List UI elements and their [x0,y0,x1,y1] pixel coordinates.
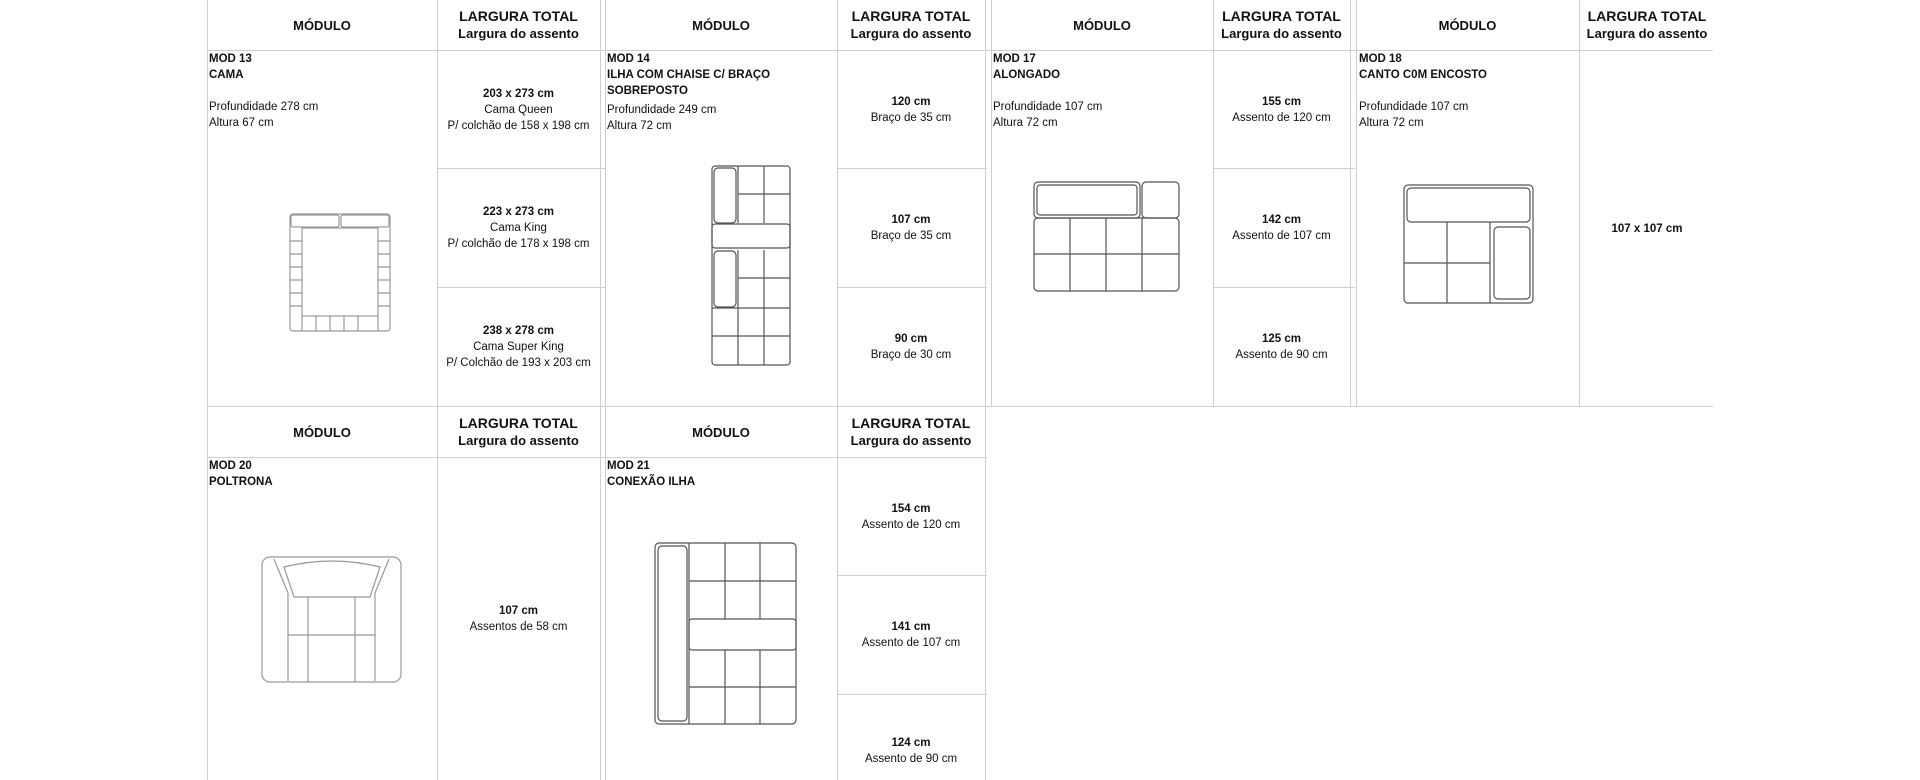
header-modulo: MÓDULO [692,17,750,33]
mod17-height: Altura 72 cm [993,117,1058,129]
mod13-size: 203 x 273 cm [483,87,554,100]
mod14-width: 90 cm [894,333,928,345]
mod21-width: 141 cm [891,621,931,633]
col-divider [207,0,208,780]
mod21-description [607,458,695,490]
col-divider [605,0,606,780]
mod18-description [1359,51,1487,131]
elongated-module-icon [1034,182,1180,292]
mod13-name: CAMA [209,69,244,81]
mod17-name: ALONGADO [993,69,1061,81]
mod13-row-king [437,169,600,287]
mod14-name-line2: SOBREPOSTO [607,85,688,97]
col-divider [985,0,986,780]
header-largura [437,0,600,50]
mod20-size-cell [437,458,600,780]
mod18-code: MOD 18 [1359,53,1402,65]
mod17-seat: Assento de 120 cm [1232,111,1331,124]
mod14-row-3 [837,288,985,406]
bed-module-icon [290,214,390,332]
mod13-mattress: P/ colchão de 158 x 198 cm [447,119,590,132]
header-largura [837,407,985,457]
mod13-bed-type: Cama King [490,222,547,234]
header-largura-assento: Largura do assento [850,26,972,41]
mod21-row-3 [837,695,985,780]
mod21-row-1 [837,458,985,575]
header-largura-total: LARGURA TOTAL [1222,8,1341,24]
mod14-width: 120 cm [891,95,931,108]
mod20-width: 107 cm [498,605,538,617]
mod17-row-3 [1213,288,1350,406]
mod21-seat: Assento de 90 cm [864,753,958,765]
mod14-arm: Braço de 35 cm [870,230,952,242]
mod17-description [993,51,1102,131]
mod20-seats: Assentos de 58 cm [469,621,568,633]
mod13-size: 223 x 273 cm [483,206,554,218]
mod14-row-2 [837,169,985,287]
mod13-code: MOD 13 [209,53,252,65]
header-modulo: MÓDULO [293,424,351,440]
mod13-bed-type: Cama Queen [484,103,553,116]
col-divider [1350,0,1351,406]
mod20-description [209,458,273,490]
mod14-depth: Profundidade 249 cm [607,104,717,116]
mod21-width: 154 cm [891,502,931,515]
header-largura-total: LARGURA TOTAL [459,8,578,24]
mod17-width: 142 cm [1261,214,1301,226]
mod21-width: 124 cm [891,737,931,749]
mod17-row-1 [1213,51,1350,168]
mod17-depth: Profundidade 107 cm [993,101,1103,113]
col-divider [600,0,601,780]
mod14-arm: Braço de 35 cm [870,111,952,124]
mod13-height: Altura 67 cm [209,117,274,129]
island-chaise-module-icon [712,166,790,366]
mod13-bed-type: Cama Super King [473,341,564,353]
mod21-seat: Assento de 120 cm [861,518,961,531]
mod17-width: 155 cm [1261,95,1301,108]
header-modulo: MÓDULO [293,17,351,33]
mod17-row-2 [1213,169,1350,287]
island-connection-module-icon [655,543,797,725]
header-largura-total: LARGURA TOTAL [1587,8,1707,24]
mod17-width: 125 cm [1261,333,1301,345]
mod18-height: Altura 72 cm [1359,117,1424,129]
mod21-code: MOD 21 [607,460,650,472]
mod13-row-queen [437,51,600,168]
mod13-mattress: P/ Colchão de 193 x 203 cm [446,357,591,369]
header-largura [1213,0,1350,50]
header-largura-assento: Largura do assento [1221,26,1342,41]
mod14-name-line1: ILHA COM CHAISE C/ BRAÇO [607,69,771,81]
header-largura-assento: Largura do assento [458,433,579,448]
mod13-size: 238 x 278 cm [483,325,554,337]
header-modulo: MÓDULO [692,424,750,440]
corner-backrest-module-icon [1404,185,1534,305]
mod14-row-1 [837,51,985,168]
header-largura [1579,0,1715,50]
header-modulo: MÓDULO [1438,17,1497,33]
mod14-height: Altura 72 cm [607,120,672,132]
mod14-description [607,51,770,134]
header-largura-assento: Largura do assento [1586,26,1708,41]
armchair-module-icon [262,557,402,683]
mod17-seat: Assento de 90 cm [1235,349,1328,361]
mod14-width: 107 cm [891,214,931,226]
mod13-mattress: P/ colchão de 178 x 198 cm [447,238,590,250]
mod18-depth: Profundidade 107 cm [1359,101,1469,113]
header-largura [837,0,985,50]
header-largura-assento: Largura do assento [850,433,972,448]
mod21-row-2 [837,576,985,694]
mod17-code: MOD 17 [993,53,1036,65]
col-divider [1356,0,1357,406]
header-largura-total: LARGURA TOTAL [851,8,971,24]
mod18-name: CANTO C0M ENCOSTO [1359,69,1488,81]
header-largura-assento: Largura do assento [458,26,579,41]
header-modulo: MÓDULO [1073,17,1131,33]
header-largura-total: LARGURA TOTAL [851,415,971,431]
mod13-row-super-king [437,288,600,406]
col-divider [991,0,992,406]
mod20-name: POLTRONA [209,476,273,488]
mod21-name: CONEXÃO ILHA [607,476,696,488]
mod18-size-cell [1579,51,1715,406]
header-largura-total: LARGURA TOTAL [459,415,578,431]
header-largura [437,407,600,457]
mod21-seat: Assento de 107 cm [861,637,961,649]
mod20-code: MOD 20 [209,460,252,472]
mod14-code: MOD 14 [607,53,650,65]
mod14-arm: Braço de 30 cm [870,349,952,361]
mod13-depth: Profundidade 278 cm [209,101,319,113]
mod17-seat: Assento de 107 cm [1232,230,1331,242]
mod18-size: 107 x 107 cm [1611,222,1683,235]
mod13-description [209,51,318,131]
